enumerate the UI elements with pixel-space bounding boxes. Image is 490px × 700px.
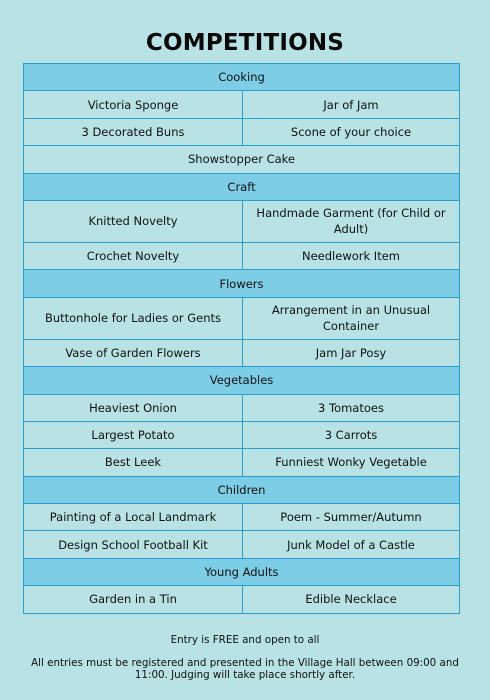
table-row (24, 586, 460, 613)
competition-entry: Funniest Wonky Vegetable (243, 449, 460, 476)
table-row (24, 146, 460, 173)
competition-entry: Handmade Garment (for Child or Adult) (243, 200, 460, 242)
competition-entry: Jam Jar Posy (243, 339, 460, 366)
table-row (24, 339, 460, 366)
competition-entry: 3 Decorated Buns (24, 118, 243, 145)
section-header-vegetables: Vegetables (24, 367, 460, 394)
competition-entry: Needlework Item (243, 242, 460, 269)
section-header-flowers: Flowers (24, 270, 460, 297)
section-header-children: Children (24, 476, 460, 503)
section-header-row (24, 476, 460, 503)
competitions-table (23, 63, 460, 614)
competition-entry: Crochet Novelty (24, 242, 243, 269)
competition-entry: Vase of Garden Flowers (24, 339, 243, 366)
section-header-row (24, 270, 460, 297)
table-row (24, 421, 460, 448)
section-header-row (24, 173, 460, 200)
rules-note: All entries must be registered and presented in the Village Hall between 09:00 and 11:00. Judging will take place shortly after. (31, 657, 459, 681)
competition-entry: Heaviest Onion (24, 394, 243, 421)
competition-entry: Scone of your choice (243, 118, 460, 145)
competition-entry: Knitted Novelty (24, 200, 243, 242)
section-header-row (24, 64, 460, 91)
competition-entry: 3 Carrots (243, 421, 460, 448)
table-row (24, 449, 460, 476)
competition-entry: Jar of Jam (243, 91, 460, 118)
competition-entry: Painting of a Local Landmark (24, 504, 243, 531)
competition-entry: Junk Model of a Castle (243, 531, 460, 558)
section-header-row (24, 367, 460, 394)
competition-entry: Arrangement in an Unusual Container (243, 297, 460, 339)
competition-entry: Buttonhole for Ladies or Gents (24, 297, 243, 339)
table-row (24, 504, 460, 531)
table-row (24, 531, 460, 558)
competition-entry: Edible Necklace (243, 586, 460, 613)
table-row (24, 91, 460, 118)
competition-entry: Showstopper Cake (24, 146, 460, 173)
section-header-cooking: Cooking (24, 64, 460, 91)
competition-entry: Largest Potato (24, 421, 243, 448)
section-header-young-adults: Young Adults (24, 558, 460, 585)
table-row (24, 242, 460, 269)
section-header-craft: Craft (24, 173, 460, 200)
section-header-row (24, 558, 460, 585)
competition-entry: Victoria Sponge (24, 91, 243, 118)
table-row (24, 297, 460, 339)
competition-entry: Design School Football Kit (24, 531, 243, 558)
table-row (24, 118, 460, 145)
page-title: COMPETITIONS (145, 30, 345, 56)
competition-entry: 3 Tomatoes (243, 394, 460, 421)
competition-entry: Garden in a Tin (24, 586, 243, 613)
table-row (24, 394, 460, 421)
competition-entry: Poem - Summer/Autumn (243, 504, 460, 531)
table-row (24, 200, 460, 242)
competition-entry: Best Leek (24, 449, 243, 476)
entry-note: Entry is FREE and open to all (170, 634, 320, 646)
